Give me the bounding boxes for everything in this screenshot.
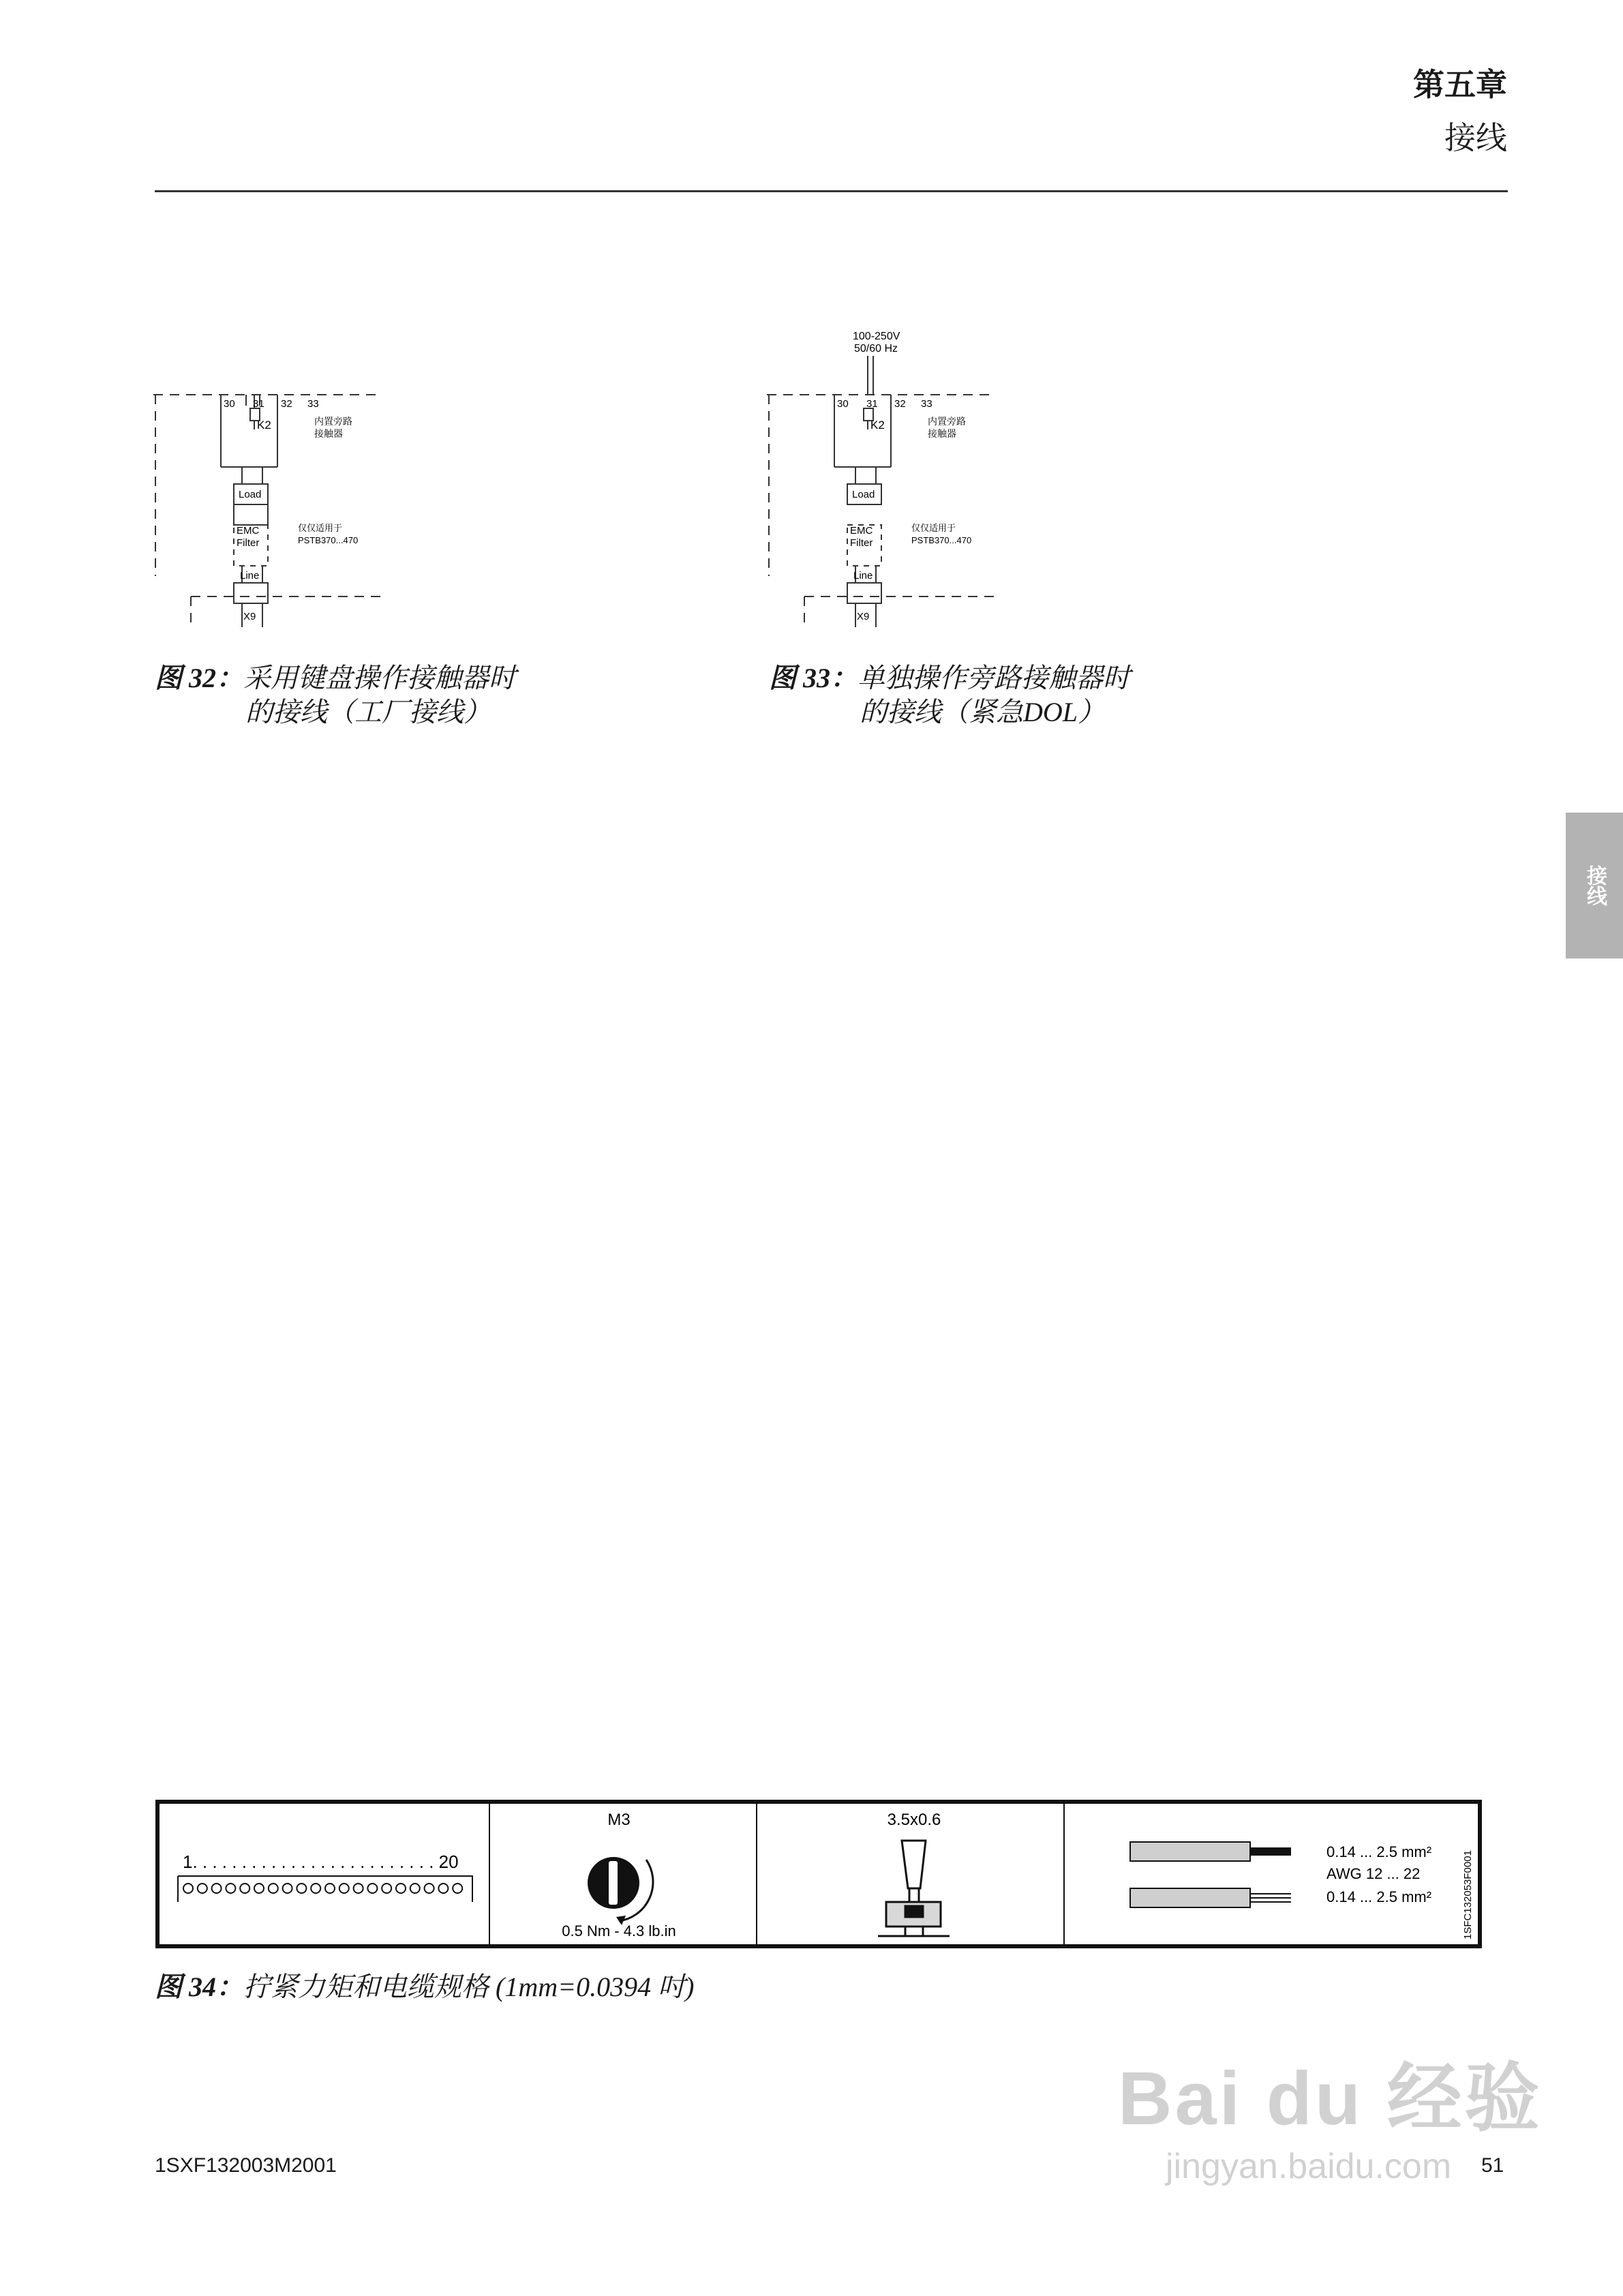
terminal-circle xyxy=(396,1884,406,1893)
terminal-range-label: 1. . . . . . . . . . . . . . . . . . . . . . . . . 20 xyxy=(183,1852,459,1872)
terminal-circle xyxy=(283,1884,292,1893)
fig33-emc-label-2: Filter xyxy=(850,537,873,549)
terminal-circle xyxy=(438,1884,448,1893)
cable-spec-solid: 0.14 ... 2.5 mm² xyxy=(1326,1843,1432,1860)
fig32-x9-label: X9 xyxy=(243,611,256,622)
fig33-emc-label-1: EMC xyxy=(850,525,873,537)
fig33-bypass-label-1: 内置旁路 xyxy=(928,416,966,427)
fig33-terminal-30: 30 xyxy=(837,398,849,410)
figure33-caption xyxy=(769,661,1130,729)
screwdriver-size-label: 3.5x0.6 xyxy=(887,1811,941,1829)
document-code: 1SXF132003M2001 xyxy=(155,2154,337,2177)
fig32-load-label: Load xyxy=(239,489,262,500)
cable-spec-awg: AWG 12 ... 22 xyxy=(1326,1865,1421,1882)
figure33-caption-line2: 的接线（紧急DOL） xyxy=(860,697,1106,727)
figure34-caption xyxy=(155,1970,694,2004)
fig32-k2-label: K2 xyxy=(257,419,271,432)
section-side-tab[interactable] xyxy=(1566,813,1623,958)
terminal-circle xyxy=(339,1884,349,1893)
fig33-bypass-label-2: 接触器 xyxy=(928,428,956,439)
fig32-emc-note-1: 仅仅适用于 xyxy=(298,523,343,533)
figure33-caption-number: 图 33： xyxy=(769,663,858,693)
drawing-code-label: 1SFC132053F0001 xyxy=(1462,1850,1474,1939)
fig32-bypass-label-1: 内置旁路 xyxy=(314,416,352,427)
terminal-block xyxy=(183,1884,462,1893)
figure32-wiring-diagram xyxy=(153,378,385,631)
fig33-supply-frequency: 50/60 Hz xyxy=(854,343,898,354)
terminal-circle xyxy=(198,1884,207,1893)
fig32-terminal-32: 32 xyxy=(281,398,292,410)
figure32-caption xyxy=(155,661,516,729)
fig32-terminal-30: 30 xyxy=(224,398,235,410)
fig33-supply-voltage: 100-250V xyxy=(853,331,900,342)
fig33-terminal-31: 31 xyxy=(866,398,878,410)
figure32-caption-line2: 的接线（工厂接线） xyxy=(245,697,491,727)
fig33-terminal-33: 33 xyxy=(921,398,932,410)
terminal-circle xyxy=(269,1884,278,1893)
terminal-circle xyxy=(311,1884,320,1893)
watermark-url: jingyan.baidu.com xyxy=(1166,2147,1452,2186)
fig33-emc-note-1: 仅仅适用于 xyxy=(911,523,956,533)
terminal-circle xyxy=(354,1884,363,1893)
terminal-circle xyxy=(382,1884,391,1893)
page-number: 51 xyxy=(1481,2154,1504,2177)
terminal-circle xyxy=(212,1884,222,1893)
figure34-caption-number: 图 34： xyxy=(155,1972,243,2002)
screwdriver-icon xyxy=(878,1841,950,1936)
figure33-caption-line1: 单独操作旁路接触器时 xyxy=(858,663,1130,693)
stranded-cable-icon xyxy=(1130,1888,1291,1907)
fig32-terminal-33: 33 xyxy=(307,398,319,410)
fig33-k2-label: K2 xyxy=(870,419,885,432)
terminal-circle xyxy=(367,1884,377,1893)
chapter-title: 第五章 xyxy=(1413,67,1507,102)
side-tab-label: 接线 xyxy=(1583,865,1606,906)
fig32-emc-note-2: PSTB370...470 xyxy=(298,535,359,545)
terminal-circle xyxy=(226,1884,235,1893)
screw-head-icon xyxy=(588,1857,653,1925)
figure34-caption-text: 拧紧力矩和电缆规格 (1mm=0.0394 吋) xyxy=(243,1972,695,2002)
torque-label: 0.5 Nm - 4.3 lb.in xyxy=(562,1922,676,1939)
figure33-wiring-diagram xyxy=(767,327,1002,631)
fig33-emc-note-2: PSTB370...470 xyxy=(911,535,972,545)
header-divider xyxy=(155,190,1508,192)
cable-spec-stranded: 0.14 ... 2.5 mm² xyxy=(1326,1888,1432,1905)
terminal-circle xyxy=(325,1884,335,1893)
fig32-terminal-31: 31 xyxy=(253,398,264,410)
terminal-circle xyxy=(453,1884,462,1893)
watermark-brand: Bai du 经验 xyxy=(1118,2057,1543,2141)
terminal-circle xyxy=(254,1884,264,1893)
terminal-circle xyxy=(183,1884,193,1893)
figure32-caption-line1: 采用键盘操作接触器时 xyxy=(243,663,516,693)
fig33-line-label: Line xyxy=(853,570,873,581)
solid-cable-icon xyxy=(1130,1842,1291,1861)
terminal-circle xyxy=(240,1884,249,1893)
figure34-spec-table xyxy=(155,1800,1485,1950)
fig33-x9-label: X9 xyxy=(857,611,870,622)
screw-size-label: M3 xyxy=(607,1811,631,1829)
fig32-emc-label-1: EMC xyxy=(237,525,260,537)
fig33-load-label: Load xyxy=(852,489,875,500)
fig32-bypass-label-2: 接触器 xyxy=(314,428,343,439)
fig32-emc-label-2: Filter xyxy=(237,537,260,549)
chapter-subtitle: 接线 xyxy=(1444,120,1507,155)
terminal-circle xyxy=(297,1884,306,1893)
terminal-circle xyxy=(425,1884,434,1893)
fig33-terminal-32: 32 xyxy=(894,398,906,410)
figure32-caption-number: 图 32： xyxy=(155,663,243,693)
terminal-circle xyxy=(410,1884,420,1893)
fig32-line-label: Line xyxy=(240,570,260,581)
baidu-watermark xyxy=(1118,2038,1543,2187)
